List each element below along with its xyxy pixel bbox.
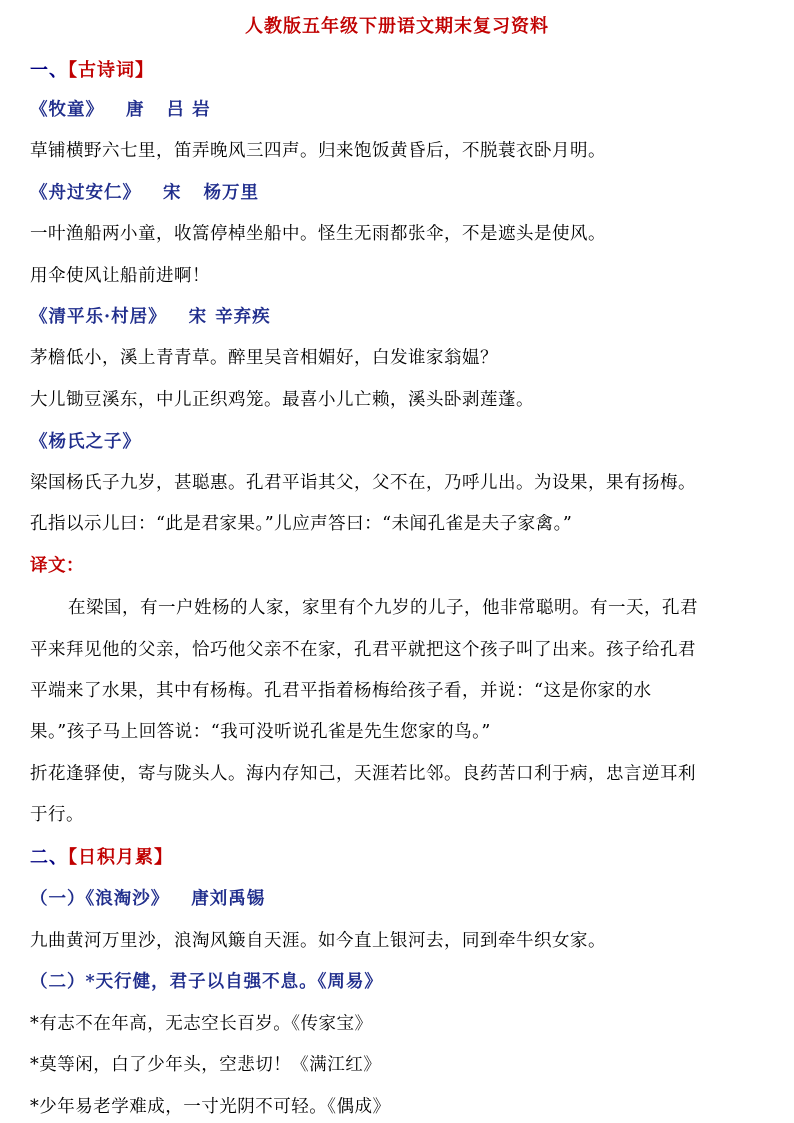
item-heading <box>30 885 265 910</box>
poem-author: 辛弃疾 <box>215 307 271 327</box>
section-number: 二、 <box>30 847 68 868</box>
section-name: 【日积月累】 <box>68 847 173 868</box>
misc-line: 于行。 <box>30 805 84 825</box>
poem-title: 《杨氏之子》 <box>30 432 141 452</box>
translation-label: 译文： <box>30 556 84 576</box>
poem-heading <box>30 428 141 453</box>
translation-line: 平端来了水果，其中有杨梅。孔君平指着杨梅给孩子看，并说：“这是你家的水 <box>30 681 652 701</box>
poem-dynasty: 宋 <box>163 183 182 203</box>
poem-line: 一叶渔船两小童，收篙停棹坐船中。怪生无雨都张伞，不是遮头是使风。 <box>30 224 606 244</box>
poem-line: 草铺横野六七里，笛弄晚风三四声。归来饱饭黄昏后，不脱蓑衣卧月明。 <box>30 141 606 161</box>
poem-line: 孔指以示儿曰：“此是君家果。”儿应声答曰：“未闻孔雀是夫子家禽。” <box>30 514 573 534</box>
poem-line: 大儿锄豆溪东，中儿正织鸡笼。最喜小儿亡赖，溪头卧剥莲蓬。 <box>30 390 534 410</box>
item-heading: （二）*天行健，君子以自强不息。《周易》 <box>30 972 383 992</box>
translation-line: 平来拜见他的父亲，恰巧他父亲不在家，孔君平就把这个孩子叫了出来。孩子给孔君 <box>30 640 696 660</box>
poem-line: 梁国杨氏子九岁，甚聪惠。孔君平诣其父，父不在，乃呼儿出。为设果，果有扬梅。 <box>30 473 696 493</box>
page-title: 人教版五年级下册语文期末复习资料 <box>245 16 549 37</box>
item-line: 九曲黄河万里沙，浪淘风簸自天涯。如今直上银河去，同到牵牛织女家。 <box>30 931 606 951</box>
poem-heading <box>30 96 211 121</box>
translation-line: 果。”孩子马上回答说：“我可没听说孔雀是先生您家的鸟。” <box>30 722 491 742</box>
poem-title: 《牧童》 <box>30 100 104 120</box>
poem-line: 用伞使风让船前进啊！ <box>30 266 210 286</box>
poem-author: 杨万里 <box>203 183 259 203</box>
poem-dynasty: 宋 <box>188 307 208 327</box>
section-number: 一、 <box>30 60 68 81</box>
misc-line: 折花逢驿使，寄与陇头人。海内存知己，天涯若比邻。良药苦口利于病，忠言逆耳利 <box>30 764 696 784</box>
section-name: 【古诗词】 <box>68 60 154 81</box>
section-heading-accumulation <box>30 843 173 869</box>
poem-heading <box>30 303 271 328</box>
item-author: 唐刘禹锡 <box>191 889 266 909</box>
poem-line: 茅檐低小，溪上青青草。醉里吴音相媚好，白发谁家翁媪？ <box>30 348 498 368</box>
item-title: （一）《浪淘沙》 <box>30 889 170 909</box>
translation-line: 在梁国，有一户姓杨的人家，家里有个九岁的儿子，他非常聪明。有一天，孔君 <box>68 598 698 618</box>
poem-author: 吕 岩 <box>166 100 211 120</box>
poem-title: 《舟过安仁》 <box>30 183 141 203</box>
item-line: *莫等闲，白了少年头，空悲切！《满江红》 <box>30 1055 382 1075</box>
section-heading-poems <box>30 56 154 82</box>
item-line: *少年易老学难成，一寸光阴不可轻。《偶成》 <box>30 1097 391 1117</box>
poem-heading <box>30 179 259 204</box>
item-line: *有志不在年高，无志空长百岁。《传家宝》 <box>30 1014 373 1034</box>
poem-dynasty: 唐 <box>126 100 145 120</box>
poem-title: 《清平乐·村居》 <box>30 307 167 327</box>
